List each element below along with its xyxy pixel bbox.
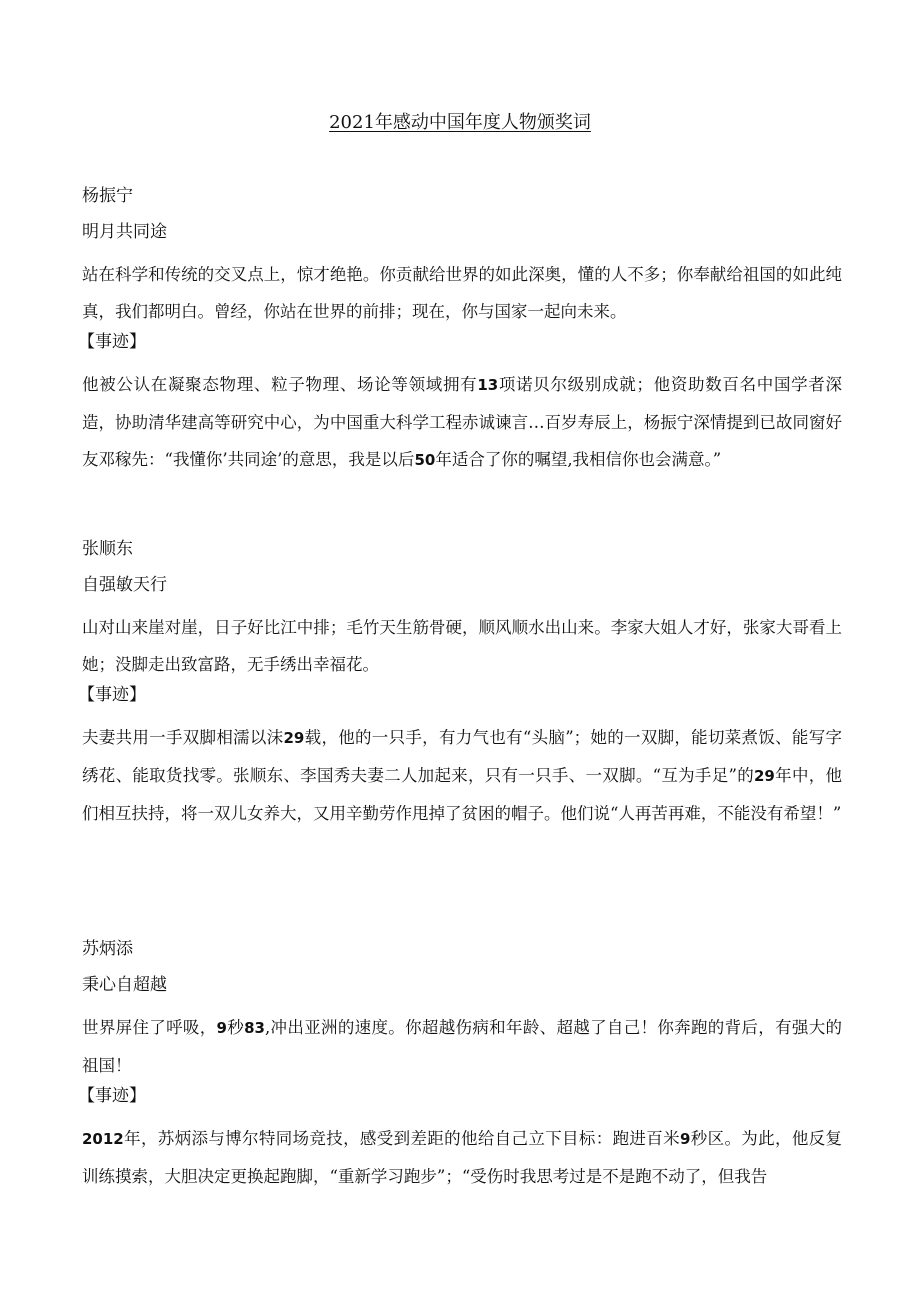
award-subtitle: 自强敏天行 [82,575,167,595]
document-title: 2021年感动中国年度人物颁奖词 [329,112,591,133]
deeds-label: 【事迹】 [78,1086,146,1106]
awardee-section [78,937,843,1195]
award-citation: 站在科学和传统的交叉点上，惊才绝艳。你贡献给世界的如此深奥，懂的人不多；你奉献给祖国的如此纯真，我们都明白。曾经，你站在世界的前排；现在，你与国家一起向未来。 [82,265,842,321]
awardee-name: 张顺东 [82,539,133,559]
awardee-section [78,537,843,832]
deeds-label: 【事迹】 [78,332,146,352]
awardee-section [78,184,843,479]
deeds-text: 他被公认在凝聚态物理、粒子物理、场论等领域拥有13项诺贝尔级别成就；他资助数百名中国学者深造，协助清华建高等研究中心，为中国重大科学工程赤诚谏言…百岁寿辰上，杨振宁深情提到已故同窗好友邓稼先：“我懂你’共同途’的意思，我是以后50年适合了你的嘱望,我相信你也会满意。” [82,375,843,469]
award-subtitle: 秉心自超越 [82,975,167,995]
deeds-label: 【事迹】 [78,685,146,705]
awardee-name: 苏炳添 [82,939,133,959]
deeds-text: 2012年，苏炳添与博尔特同场竞技，感受到差距的他给自己立下目标：跑进百米9秒区。为此，他反复训练摸索，大胆决定更换起跑脚，“重新学习跑步”；“受伤时我思考过是不是跑不动了，但我告 [82,1129,843,1186]
award-citation: 山对山来崖对崖，日子好比江中排；毛竹天生筋骨硬，顺风顺水出山来。李家大姐人才好，张家大哥看上她；没脚走出致富路，无手绣出幸福花。 [82,618,842,674]
awardee-name: 杨振宁 [82,186,133,206]
deeds-text: 夫妻共用一手双脚相濡以沫29载，他的一只手，有力气也有“头脑”；她的一双脚，能切菜煮饭、能写字绣花、能取货找零。张顺东、李国秀夫妻二人加起来，只有一只手、一双脚。“互为手足”的29年中，他们相互扶持，将一双儿女养大，又用辛勤劳作甩掉了贫困的帽子。他们说“人再苦再难，不能没有希望！” [82,728,843,823]
award-subtitle: 明月共同途 [82,222,167,242]
award-citation: 世界屏住了呼吸，9秒83,冲出亚洲的速度。你超越伤病和年龄、超越了自己！你奔跑的背后，有强大的祖国！ [82,1018,843,1075]
